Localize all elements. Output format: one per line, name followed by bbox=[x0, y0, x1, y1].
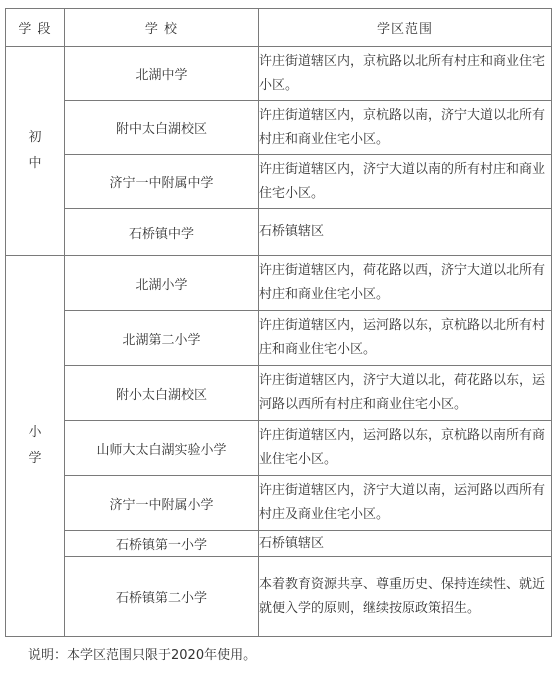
table-row bbox=[6, 155, 552, 209]
school-name: 北湖小学 bbox=[65, 256, 259, 311]
school-name: 石桥镇第一小学 bbox=[65, 531, 259, 557]
school-name: 北湖中学 bbox=[65, 47, 259, 101]
header-school: 学 校 bbox=[65, 9, 259, 47]
school-name: 北湖第二小学 bbox=[65, 311, 259, 366]
district-range: 本着教育资源共享、尊重历史、保持连续性、就近就便入学的原则，继续按原政策招生。 bbox=[259, 557, 552, 637]
district-range: 许庄街道辖区内，运河路以东，京杭路以北所有村庄和商业住宅小区。 bbox=[259, 311, 552, 366]
table-row bbox=[6, 101, 552, 155]
header-range: 学区范围 bbox=[259, 9, 552, 47]
stage-char: 学 bbox=[28, 451, 42, 466]
district-range: 许庄街道辖区内，荷花路以西，济宁大道以北所有村庄和商业住宅小区。 bbox=[259, 256, 552, 311]
table-row bbox=[6, 476, 552, 531]
school-name: 石桥镇第二小学 bbox=[65, 557, 259, 637]
table-row bbox=[6, 209, 552, 256]
school-name: 济宁一中附属小学 bbox=[65, 476, 259, 531]
stage-char: 中 bbox=[28, 156, 42, 171]
header-stage: 学 段 bbox=[6, 9, 65, 47]
school-name: 附中太白湖校区 bbox=[65, 101, 259, 155]
school-district-table bbox=[5, 8, 552, 637]
district-range: 许庄街道辖区内，运河路以东，京杭路以南所有商业住宅小区。 bbox=[259, 421, 552, 476]
table-row bbox=[6, 311, 552, 366]
school-name: 山师大太白湖实验小学 bbox=[65, 421, 259, 476]
table-row bbox=[6, 47, 552, 101]
district-range: 许庄街道辖区内，济宁大道以北，荷花路以东，运河路以西所有村庄和商业住宅小区。 bbox=[259, 366, 552, 421]
stage-cell-primary bbox=[6, 256, 65, 637]
district-range: 许庄街道辖区内，京杭路以南，济宁大道以北所有村庄和商业住宅小区。 bbox=[259, 101, 552, 155]
table-row bbox=[6, 531, 552, 557]
table-note: 说明：本学区范围只限于2020年使用。 bbox=[28, 648, 257, 663]
district-range: 许庄街道辖区内，济宁大道以南的所有村庄和商业住宅小区。 bbox=[259, 155, 552, 209]
district-range: 石桥镇辖区 bbox=[259, 209, 552, 256]
table-row bbox=[6, 256, 552, 311]
table-header-row bbox=[6, 9, 552, 47]
table-row bbox=[6, 421, 552, 476]
district-range: 许庄街道辖区内，济宁大道以南，运河路以西所有村庄及商业住宅小区。 bbox=[259, 476, 552, 531]
table-row bbox=[6, 366, 552, 421]
district-range: 石桥镇辖区 bbox=[259, 531, 552, 557]
school-name: 济宁一中附属中学 bbox=[65, 155, 259, 209]
school-name: 石桥镇中学 bbox=[65, 209, 259, 256]
school-name: 附小太白湖校区 bbox=[65, 366, 259, 421]
stage-cell-middle bbox=[6, 47, 65, 256]
stage-char: 小 bbox=[28, 425, 42, 440]
stage-char: 初 bbox=[28, 130, 42, 145]
district-range: 许庄街道辖区内，京杭路以北所有村庄和商业住宅小区。 bbox=[259, 47, 552, 101]
table-row bbox=[6, 557, 552, 637]
